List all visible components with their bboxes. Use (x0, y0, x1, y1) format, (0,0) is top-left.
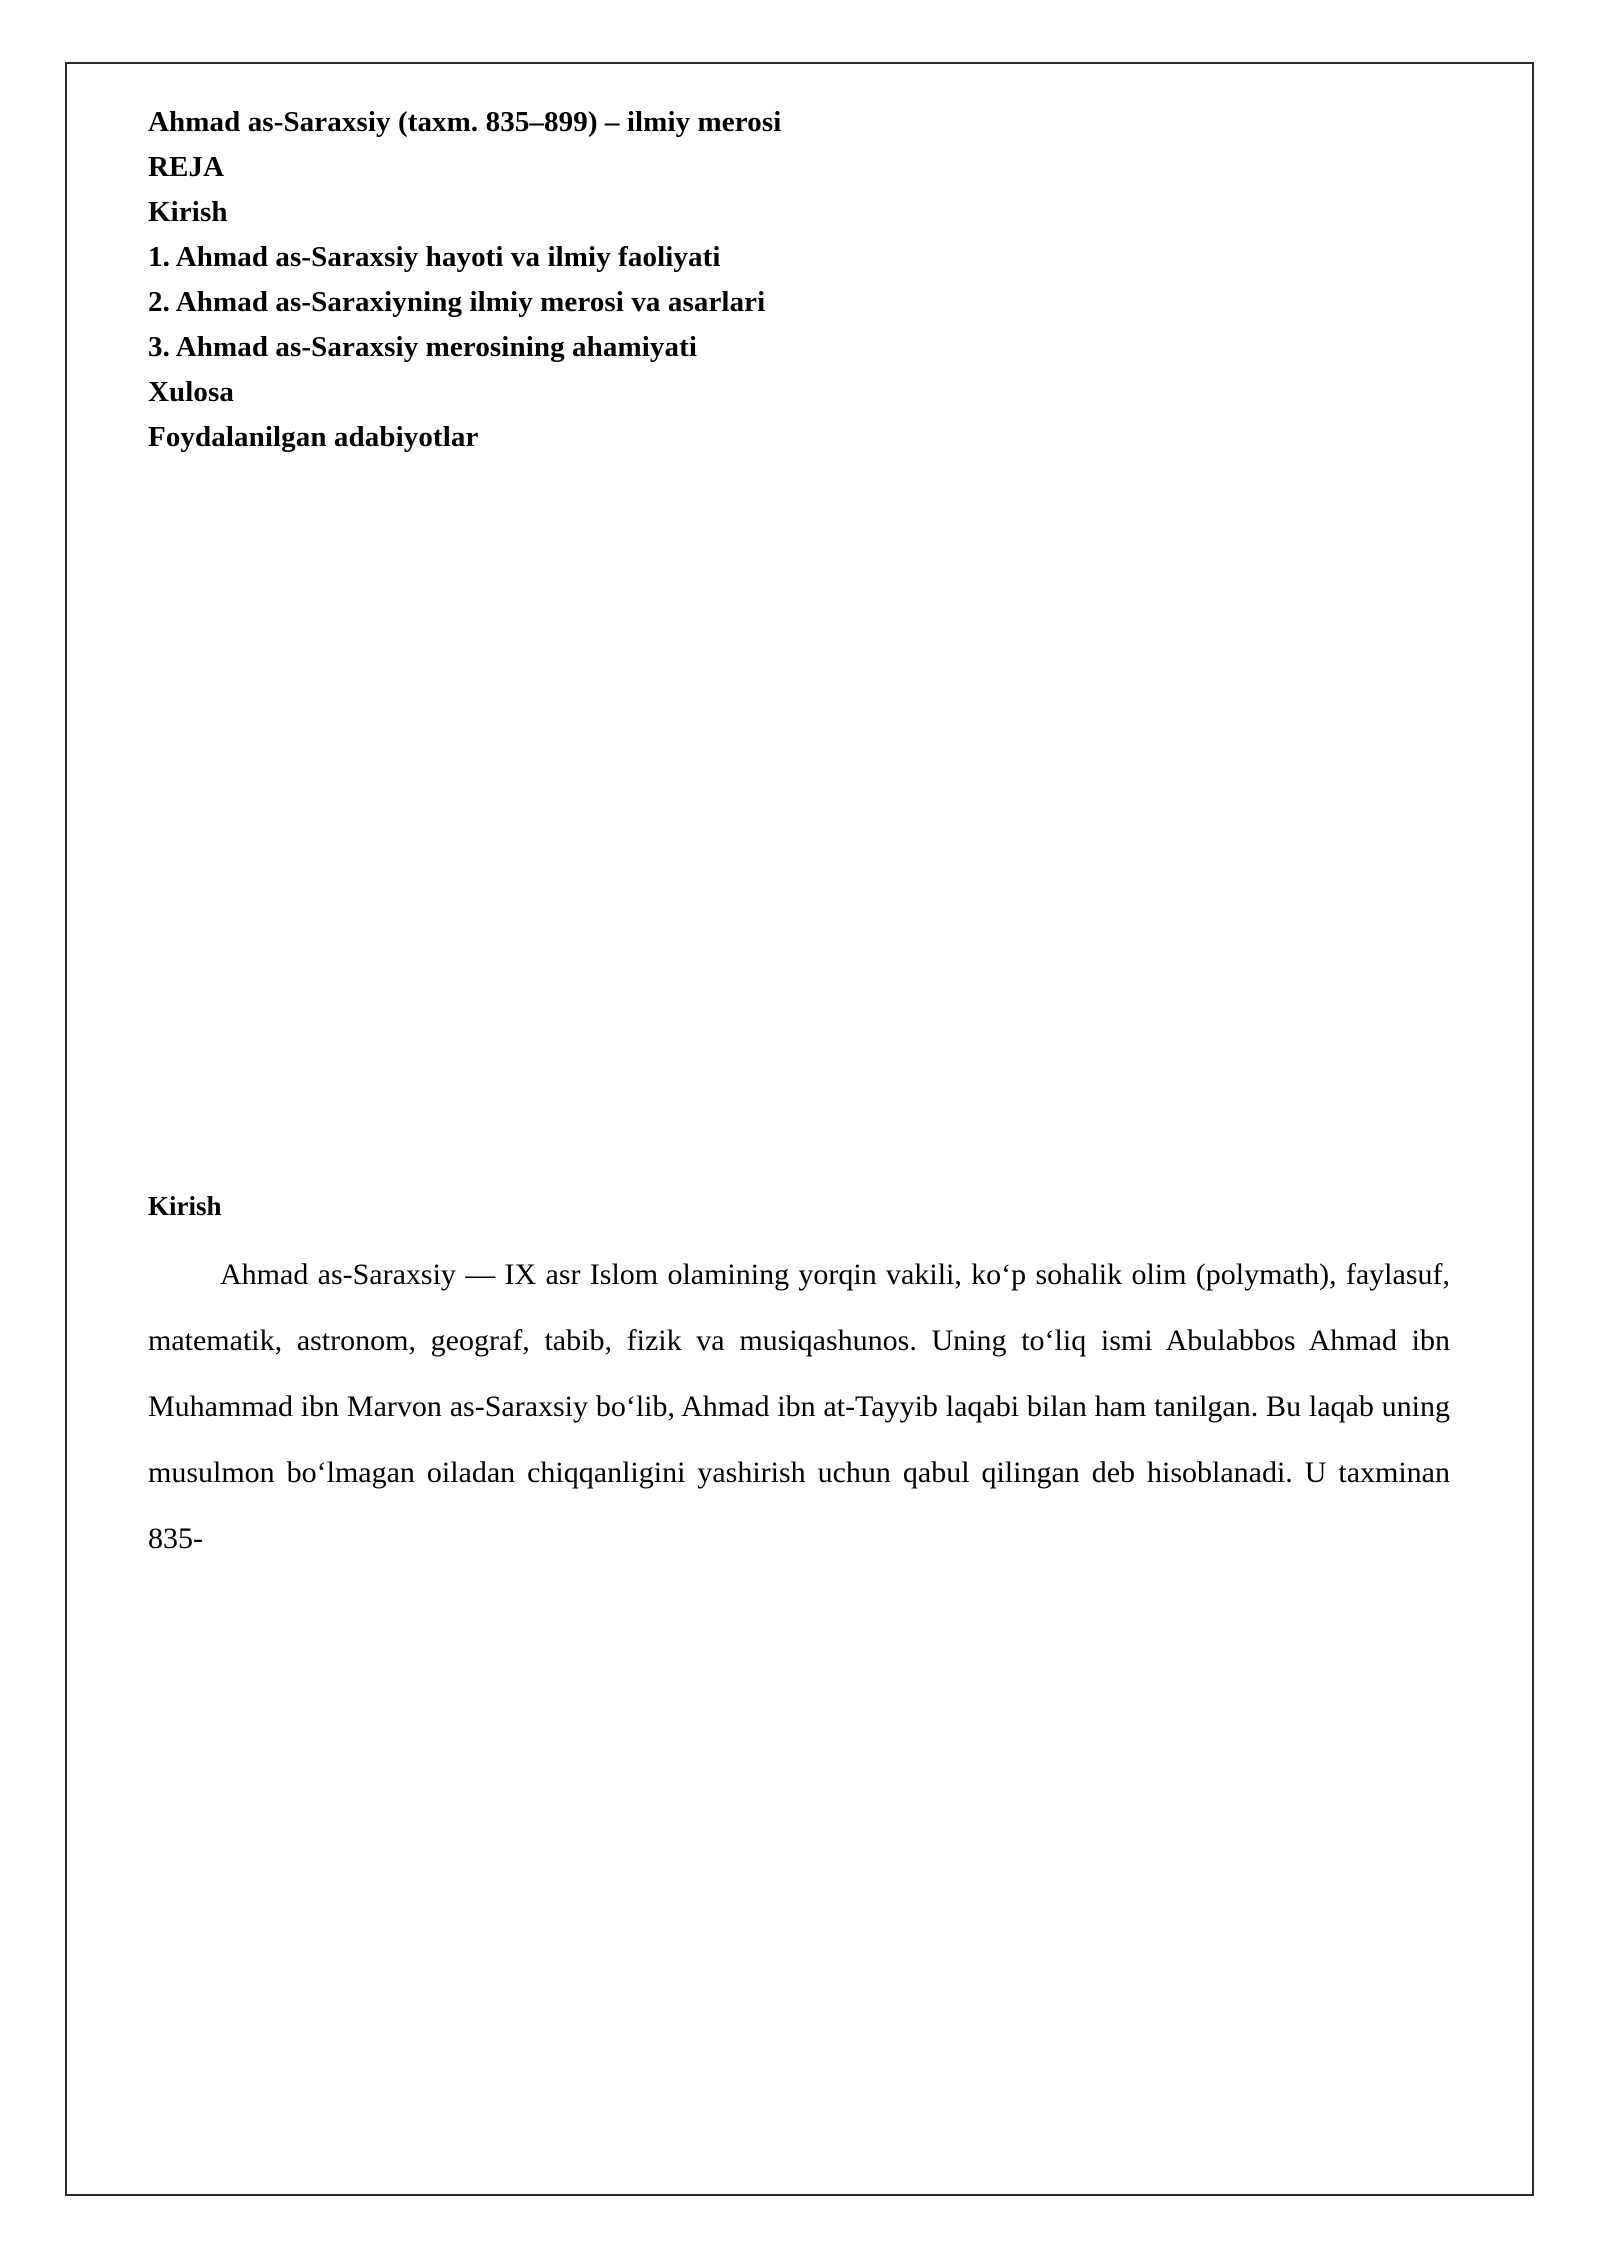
introduction-section (148, 1186, 1450, 1572)
toc-line-kirish: Kirish (148, 196, 228, 228)
introduction-paragraph: Ahmad as-Saraxsiy — IX asr Islom olamining yorqin vakili, ko‘p sohalik olim (polymath), faylasuf, matematik, astronom, geograf, tabib, fizik va musiqashunos. Uning to‘liq ismi Abulabbos Ahmad ibn Muhammad ibn Marvon as-Saraxsiy bo‘lib, Ahmad ibn at-Tayyib laqabi bilan ham tanilgan. Bu laqab uning musulmon bo‘lmagan oiladan chiqqanligini yashirish uchun qabul qilingan deb hisoblanadi. U taxminan 835- (148, 1258, 1450, 1555)
toc-line-xulosa: Xulosa (148, 376, 235, 408)
toc-line-reja: REJA (148, 151, 225, 183)
toc-line-item-3: 3. Ahmad as-Saraxsiy merosining ahamiyati (148, 331, 697, 363)
toc-line-item-2: 2. Ahmad as-Saraxiyning ilmiy merosi va asarlari (148, 286, 766, 318)
section-heading-kirish: Kirish (148, 1191, 222, 1221)
toc-line-references: Foydalanilgan adabiyotlar (148, 421, 479, 453)
toc-line-item-1: 1. Ahmad as-Saraxsiy hayoti va ilmiy faoliyati (148, 241, 721, 273)
table-of-contents (148, 100, 1450, 460)
toc-line-title: Ahmad as-Saraxsiy (taxm. 835–899) – ilmiy merosi (148, 106, 782, 138)
